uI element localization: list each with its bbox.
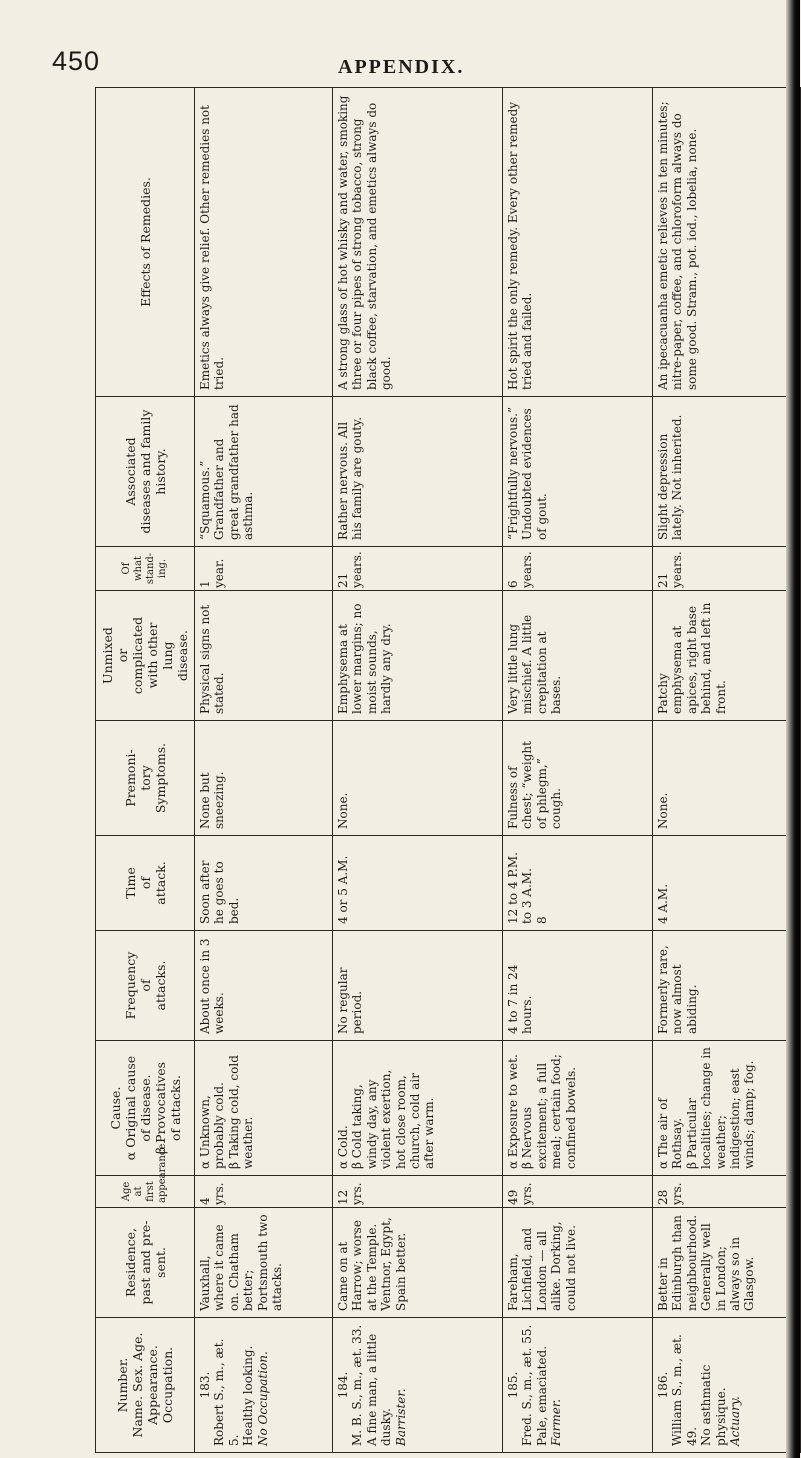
header-cause: Cause. α Original cause of disease. β Provocatives of attacks. bbox=[96, 1041, 195, 1176]
cell-frequency: 4 to 7 in 24 hours. bbox=[503, 931, 653, 1041]
cell-person bbox=[653, 1318, 801, 1453]
header-complication: Unmixed or complicated with other lung disease. bbox=[96, 591, 195, 721]
cell-premonitory: None. bbox=[653, 721, 801, 836]
person-desc: William S., m., æt. 49. No asthmatic physique. bbox=[670, 1334, 728, 1446]
header-standing: Of what stand- ing. bbox=[96, 547, 195, 591]
cell-age-first: 4 yrs. bbox=[195, 1176, 333, 1208]
table-row bbox=[195, 88, 333, 1453]
header-time: Time of attack. bbox=[96, 836, 195, 931]
header-row bbox=[96, 88, 195, 1453]
header-frequency: Frequency of attacks. bbox=[96, 931, 195, 1041]
cell-cause: α Exposure to wet. β Nervous excitement; a full meal; certain food; confined bowels. bbox=[503, 1041, 653, 1176]
header-age-first: Age at first appearance. bbox=[96, 1176, 195, 1208]
cell-premonitory: Fulness of chest; “weight of phlegm,” cough. bbox=[503, 721, 653, 836]
cell-time: Soon after he goes to bed. bbox=[195, 836, 333, 931]
cell-premonitory: None. bbox=[333, 721, 503, 836]
cell-frequency: About once in 3 weeks. bbox=[195, 931, 333, 1041]
cell-standing: 1 year. bbox=[195, 547, 333, 591]
header-premonitory: Premoni- tory Symptoms. bbox=[96, 721, 195, 836]
occupation: Barrister. bbox=[393, 1388, 408, 1446]
cell-frequency: No regular period. bbox=[333, 931, 503, 1041]
cell-associated: Rather nervous. All his family are gouty. bbox=[333, 397, 503, 547]
case-number: 186. bbox=[656, 1371, 670, 1399]
cell-time: 4 A.M. bbox=[653, 836, 801, 931]
occupation: Actuary. bbox=[727, 1396, 742, 1446]
cell-standing: 21 years. bbox=[653, 547, 801, 591]
cell-time: 12 to 4 P.M. to 3 A.M. 8 bbox=[503, 836, 653, 931]
cell-residence: Better in Edinburgh than neighbourhood. Generally well in London; always so in Glasgow. bbox=[653, 1208, 801, 1318]
cell-premonitory: None but sneezing. bbox=[195, 721, 333, 836]
header-number: Number. Name. Sex. Age. Appearance. Occupation. bbox=[96, 1318, 195, 1453]
case-number: 183. bbox=[198, 1371, 212, 1399]
cell-person bbox=[503, 1318, 653, 1453]
table-row bbox=[653, 88, 801, 1453]
occupation: Farmer. bbox=[549, 1398, 564, 1446]
occupation: No Occupation. bbox=[255, 1351, 270, 1446]
person-desc: M. B. S., m., æt. 33. A fine man, a little dusky. bbox=[350, 1324, 394, 1446]
cell-person bbox=[195, 1318, 333, 1453]
cell-standing: 6 years. bbox=[503, 547, 653, 591]
case-number: 185. bbox=[506, 1371, 520, 1399]
cell-time: 4 or 5 A.M. bbox=[333, 836, 503, 931]
cell-cause: α The air of Rothsay. β Particular localities; change in weather; indigestion; east winds; damp; fog. bbox=[653, 1041, 801, 1176]
table-row bbox=[503, 88, 653, 1453]
cell-residence: Came on at Harrow; worse at the Temple. Ventnor, Egypt, Spain better. bbox=[333, 1208, 503, 1318]
cell-associated: “Squamous.” Grandfather and great grandfather had asthma. bbox=[195, 397, 333, 547]
cell-frequency: Formerly rare, now almost abiding. bbox=[653, 931, 801, 1041]
cell-associated: Slight depression lately. Not inherited. bbox=[653, 397, 801, 547]
cell-residence: Vauxhall, where it came on. Chatham better; Portsmouth two attacks. bbox=[195, 1208, 333, 1318]
cell-standing: 21 years. bbox=[333, 547, 503, 591]
running-head: APPENDIX. bbox=[338, 56, 465, 78]
cell-complication: Physical signs not stated. bbox=[195, 591, 333, 721]
header-residence: Residence, past and pre- sent. bbox=[96, 1208, 195, 1318]
cell-remedies: Emetics always give relief. Other remedies not tried. bbox=[195, 88, 333, 397]
asthma-cases-table-area bbox=[95, 88, 793, 1453]
cell-age-first: 49 yrs. bbox=[503, 1176, 653, 1208]
header-remedies: Effects of Remedies. bbox=[96, 88, 195, 397]
cell-person bbox=[333, 1318, 503, 1453]
page-number: 450 bbox=[52, 46, 101, 76]
asthma-cases-table bbox=[95, 87, 801, 1453]
table-row bbox=[333, 88, 503, 1453]
cell-remedies: An ipecacuanha emetic relieves in ten minutes; nitre-paper, coffee, and chloroform always do some good. Stram., pot. iod., lobelia, none. bbox=[653, 88, 801, 397]
cell-complication: Emphysema at lower margins; no moist sounds, hardly any dry. bbox=[333, 591, 503, 721]
header-associated: Associated diseases and family history. bbox=[96, 397, 195, 547]
cell-complication: Very little lung mischief. A little crepitation at bases. bbox=[503, 591, 653, 721]
cell-cause: α Cold. β Cold taking, windy day, any violent exertion, hot close room, church, cold air after warm. bbox=[333, 1041, 503, 1176]
page-edge-shadow bbox=[786, 0, 800, 1458]
case-number: 184. bbox=[336, 1371, 350, 1399]
cell-complication: Patchy emphysema at apices, right base behind, and left in front. bbox=[653, 591, 801, 721]
cell-age-first: 12 yrs. bbox=[333, 1176, 503, 1208]
cell-cause: α Unknown, probably cold. β Taking cold, cold weather. bbox=[195, 1041, 333, 1176]
cell-associated: “Frightfully nervous.” Undoubted evidences of gout. bbox=[503, 397, 653, 547]
person-desc: Fred. S., m., æt. 55. Pale, emaciated. bbox=[520, 1324, 549, 1446]
cell-age-first: 28 yrs. bbox=[653, 1176, 801, 1208]
cell-remedies: A strong glass of hot whisky and water, smoking three or four pipes of strong tobacco, strong black coffee, starvation, and emetics always do good. bbox=[333, 88, 503, 397]
cell-remedies: Hot spirit the only remedy. Every other remedy tried and failed. bbox=[503, 88, 653, 397]
person-desc: Robert S., m., æt. 5. Healthy looking. bbox=[212, 1338, 256, 1446]
cell-residence: Fareham, Lichfield, and London — all alike. Dorking, could not live. bbox=[503, 1208, 653, 1318]
